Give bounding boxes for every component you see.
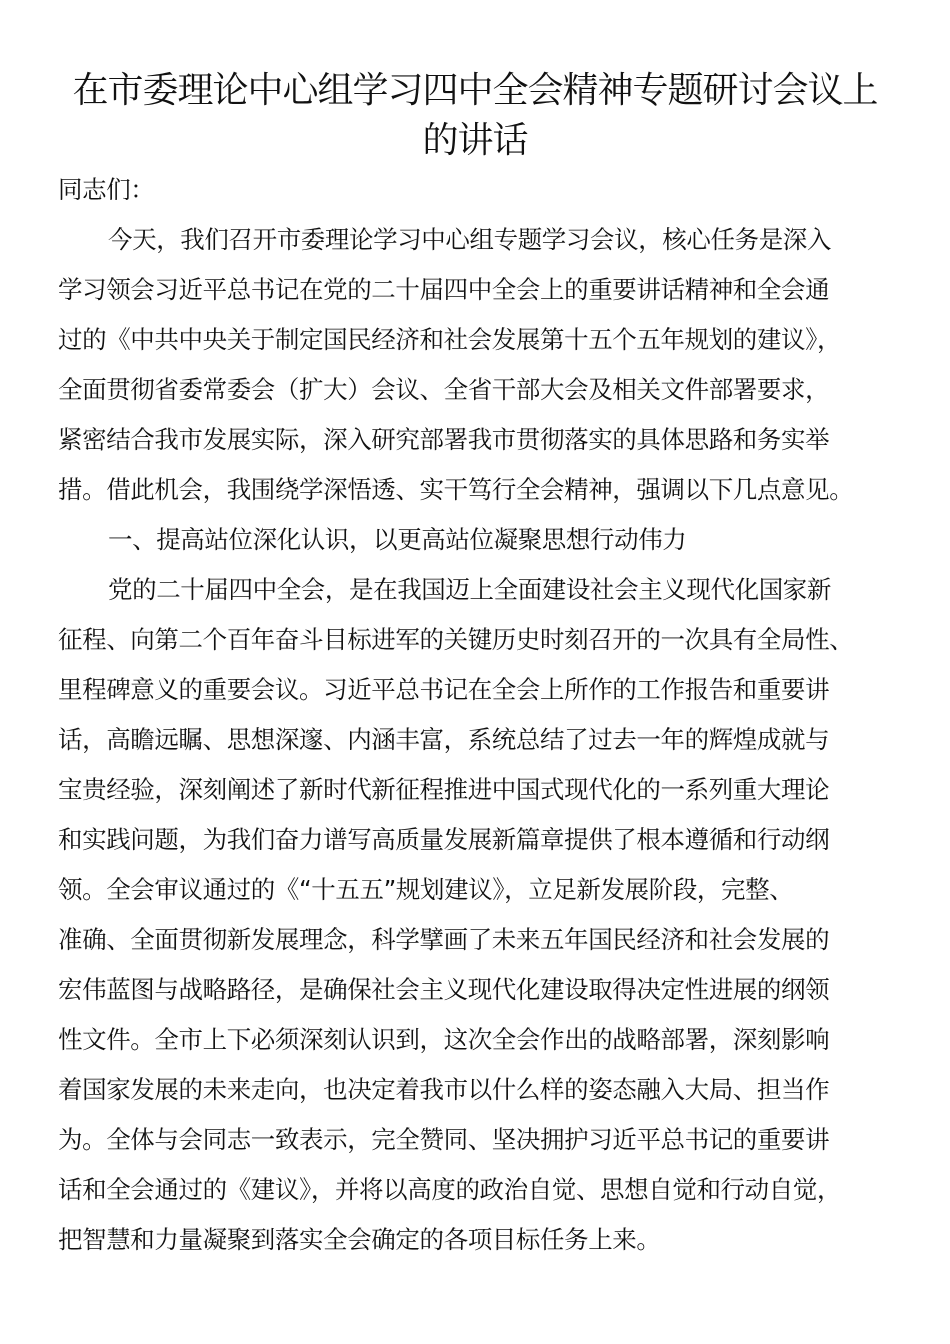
paragraph-line: 把智慧和力量凝聚到落实全会确定的各项目标任务上来。 [58,1225,661,1254]
section-heading: 一、提高站位深化认识，以更高站位凝聚思想行动伟力 [108,525,687,554]
document-body [58,165,888,1265]
paragraph-line: 紧密结合我市发展实际，深入研究部署我市贯彻落实的具体思路和务实举 [58,425,830,454]
title-line-1: 在市委理论中心组学习四中全会精神专题研讨会议上 [72,70,878,111]
paragraph-line: 党的二十届四中全会，是在我国迈上全面建设社会主义现代化国家新 [108,575,831,604]
document-title [40,66,910,166]
paragraph-line: 性文件。全市上下必须深刻认识到，这次全会作出的战略部署，深刻影响 [58,1025,830,1054]
paragraph-line: 宝贵经验，深刻阐述了新时代新征程推进中国式现代化的一系列重大理论 [58,775,830,804]
paragraph-line: 全面贯彻省委常委会（扩大）会议、全省干部大会及相关文件部署要求， [58,375,830,404]
paragraph-line: 准确、全面贯彻新发展理念，科学擘画了未来五年国民经济和社会发展的 [58,925,830,954]
paragraph-line: 宏伟蓝图与战略路径，是确保社会主义现代化建设取得决定性进展的纲领 [58,975,830,1004]
paragraph-line: 学习领会习近平总书记在党的二十届四中全会上的重要讲话精神和全会通 [58,275,830,304]
paragraph-line: 今天，我们召开市委理论学习中心组专题学习会议，核心任务是深入 [108,225,831,254]
salutation: 同志们： [58,175,155,204]
paragraph-line: 过的《中共中央关于制定国民经济和社会发展第十五个五年规划的建议》， [58,325,842,354]
title-line-2: 的讲话 [422,120,528,161]
paragraph-line: 里程碑意义的重要会议。习近平总书记在全会上所作的工作报告和重要讲 [58,675,830,704]
paragraph-line: 话，高瞻远瞩、思想深邃、内涵丰富，系统总结了过去一年的辉煌成就与 [58,725,830,754]
paragraph-line: 措。借此机会，我围绕学深悟透、实干笃行全会精神，强调以下几点意见。 [58,475,854,504]
paragraph-line: 征程、向第二个百年奋斗目标进军的关键历史时刻召开的一次具有全局性、 [58,625,854,654]
paragraph-line: 为。全体与会同志一致表示，完全赞同、坚决拥护习近平总书记的重要讲 [58,1125,830,1154]
paragraph-line: 着国家发展的未来走向，也决定着我市以什么样的姿态融入大局、担当作 [58,1075,830,1104]
paragraph-line: 话和全会通过的《建议》，并将以高度的政治自觉、思想自觉和行动自觉， [58,1175,842,1204]
paragraph-line: 和实践问题，为我们奋力谱写高质量发展新篇章提供了根本遵循和行动纲 [58,825,830,854]
paragraph-line: 领。全会审议通过的《“十五五”规划建议》，立足新发展阶段，完整、 [58,875,794,904]
